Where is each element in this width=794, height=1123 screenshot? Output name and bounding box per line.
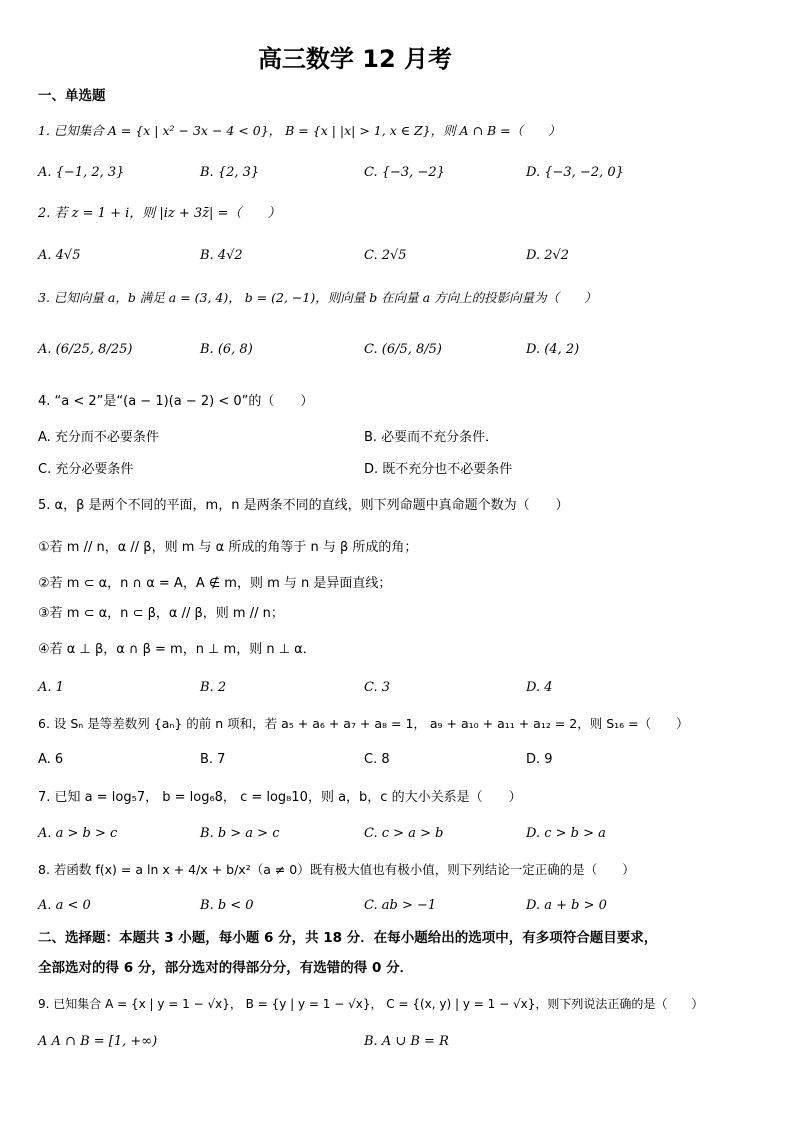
question-8-stem: 8. 若函数 f(x) = a ln x + 4/x + b/x²（a ≠ 0）既有极大值也有极小值，则下列结论一定正确的是（ ）: [38, 862, 635, 877]
question-9-stem: 9. 已知集合 A = {x | y = 1 − √x}， B = {y | y = 1 − √x}， C = {(x, y) | y = 1 − √x}，则下列说法正确的是（ ）: [38, 997, 704, 1011]
question-5-option-a: A. 1: [38, 680, 64, 695]
question-5-option-d: D. 4: [526, 680, 553, 695]
question-1-option-a: A. {−1, 2, 3}: [38, 165, 125, 180]
question-3-option-b: B. (6, 8): [200, 342, 253, 357]
section-heading-single-choice: 一、单选题: [38, 88, 106, 104]
question-3-option-d: D. (4, 2): [526, 342, 580, 357]
section-heading-multi-choice-line-2: 全部选对的得 6 分，部分选对的得部分分，有选错的得 0 分．: [38, 960, 414, 976]
question-5-option-c: C. 3: [364, 680, 391, 695]
question-5-stem: 5. α，β 是两个不同的平面，m，n 是两条不同的直线，则下列命题中真命题个数为（ ）: [38, 498, 569, 513]
question-4-option-b: B. 必要而不充分条件．: [364, 430, 499, 445]
question-7-stem: 7. 已知 a = log₅7， b = log₆8， c = log₈10，则 a，b，c 的大小关系是（ ）: [38, 790, 522, 805]
question-9-option-b: B. A ∪ B = R: [364, 1034, 449, 1049]
question-2-option-c: C. 2√5: [364, 248, 407, 263]
page-title: 高三数学 12 月考: [257, 45, 453, 73]
question-8-option-a: A. a < 0: [38, 898, 91, 913]
question-6-option-b: B. 7: [200, 752, 226, 767]
question-1-option-b: B. {2, 3}: [200, 165, 260, 180]
question-7-option-c: C. c > a > b: [364, 826, 444, 841]
question-6-option-c: C. 8: [364, 752, 390, 767]
question-7-option-d: D. c > b > a: [526, 826, 606, 841]
question-4-option-d: D. 既不充分也不必要条件: [364, 462, 513, 477]
question-3-stem: 3. 已知向量 a，b 满足 a = (3, 4)， b = (2, −1)，则向量 b 在向量 a 方向上的投影向量为（ ）: [38, 290, 597, 305]
question-3-option-a: A. (6/25, 8/25): [38, 342, 133, 357]
question-4-option-a: A. 充分而不必要条件: [38, 430, 159, 445]
question-1-stem: 1. 已知集合 A = {x | x² − 3x − 4 < 0}， B = {x | |x| > 1, x ∈ Z}，则 A ∩ B =（ ）: [38, 123, 561, 138]
question-5-statement-1: ①若 m // n，α // β，则 m 与 α 所成的角等于 n 与 β 所成的角；: [38, 540, 418, 555]
question-2-option-b: B. 4√2: [200, 248, 243, 263]
question-3-option-c: C. (6/5, 8/5): [364, 342, 442, 357]
question-8-option-b: B. b < 0: [200, 898, 254, 913]
question-4-stem: 4. “a < 2”是“(a − 1)(a − 2) < 0”的（ ）: [38, 394, 314, 409]
question-2-option-a: A. 4√5: [38, 248, 81, 263]
question-1-option-c: C. {−3, −2}: [364, 165, 445, 180]
question-7-option-a: A. a > b > c: [38, 826, 118, 841]
question-5-option-b: B. 2: [200, 680, 227, 695]
question-6-option-a: A. 6: [38, 752, 64, 767]
question-2-stem: 2. 若 z = 1 + i，则 |iz + 3z̄| =（ ）: [38, 206, 281, 221]
question-5-statement-2: ②若 m ⊂ α，n ∩ α = A，A ∉ m，则 m 与 n 是异面直线；: [38, 576, 392, 591]
question-8-option-d: D. a + b > 0: [526, 898, 607, 913]
question-5-statement-3: ③若 m ⊂ α，n ⊂ β，α // β，则 m // n；: [38, 606, 284, 621]
question-4-option-c: C. 充分必要条件: [38, 462, 134, 477]
question-5-statement-4: ④若 α ⊥ β，α ∩ β = m，n ⊥ m，则 n ⊥ α．: [38, 642, 316, 657]
question-6-stem: 6. 设 Sₙ 是等差数列 {aₙ} 的前 n 项和，若 a₅ + a₆ + a₇ + a₈ = 1， a₉ + a₁₀ + a₁₁ + a₁₂ = 2，则 S₁₆ =（ ）: [38, 716, 689, 731]
section-heading-multi-choice-line-1: 二、选择题：本题共 3 小题，每小题 6 分，共 18 分．在每小题给出的选项中，有多项符合题目要求，: [38, 930, 658, 946]
question-2-option-d: D. 2√2: [526, 248, 570, 263]
question-6-option-d: D. 9: [526, 752, 553, 767]
question-7-option-b: B. b > a > c: [200, 826, 280, 841]
question-9-option-a: A A ∩ B = [1, +∞): [38, 1034, 158, 1049]
question-1-option-d: D. {−3, −2, 0}: [526, 165, 624, 180]
question-8-option-c: C. ab > −1: [364, 898, 437, 913]
